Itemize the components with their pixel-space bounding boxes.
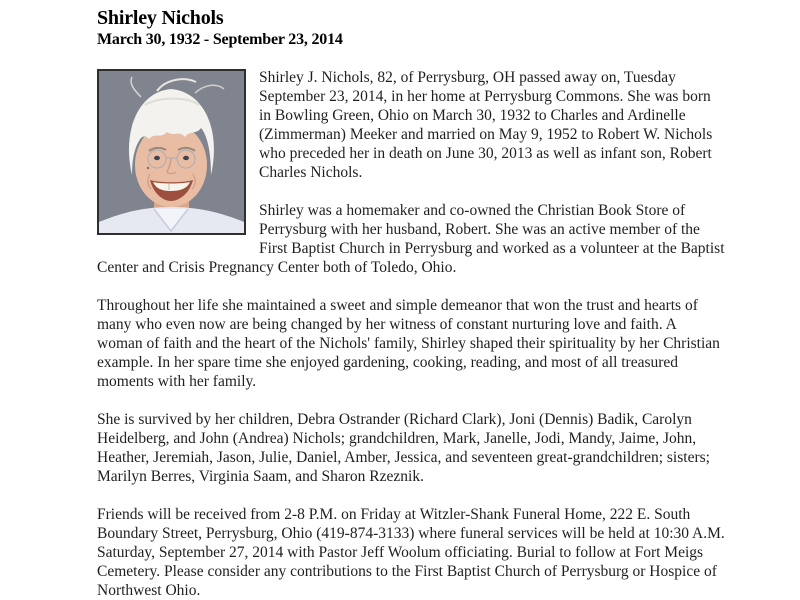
deceased-name: Shirley Nichols [97, 7, 224, 29]
portrait-illustration [99, 71, 244, 233]
life-dates: March 30, 1932 - September 23, 2014 [97, 31, 343, 48]
obituary-paragraph-3: Throughout her life she maintained a sweet and simple demeanor that won the trust and hearts of many who even now are being changed by her witness of constant nurturing love and faith. A woman of faith and the heart of the Nichols' family, Shirley shaped their spirituality by her Christian example. In her spare time she enjoyed gardening, cooking, reading, and most of all treasured moments with her family. [97, 297, 720, 390]
portrait-photo [97, 69, 246, 235]
obituary-paragraph-1: Shirley J. Nichols, 82, of Perrysburg, OH passed away on, Tuesday September 23, 2014, in her home at Perrysburg Commons. She was born in Bowling Green, Ohio on March 30, 1932 to Charles and Ardinelle (Zimmerman) Meeker and married on May 9, 1952 to Robert W. Nichols who preceded her in death on June 30, 2013 as well as infant son, Robert Charles Nichols. [259, 69, 713, 181]
obituary-paragraph-4: She is survived by her children, Debra Ostrander (Richard Clark), Joni (Dennis) Badik, Carolyn Heidelberg, and John (Andrea) Nichols; grandchildren, Mark, Janelle, Jodi, Mandy, Jaime, John, Heather, Jeremiah, Jason, Julie, Daniel, Amber, Jessica, and seventeen great-grandchildren; sisters; Marilyn Berres, Virginia Saam, and Sharon Rzeznik. [97, 411, 710, 485]
obituary-paragraph-5: Friends will be received from 2-8 P.M. on Friday at Witzler-Shank Funeral Home, 222 E. South Boundary Street, Perrysburg, Ohio (419-874-3133) where funeral services will be held at 10:30 A.M. Saturday, September 27, 2014 with Pastor Jeff Woolum officiating. Burial to follow at Fort Meigs Cemetery. Please consider any contributions to the First Baptist Church of Perrysburg or Hospice of Northwest Ohio. [97, 506, 725, 599]
obituary-paragraph-2: Shirley was a homemaker and co-owned the Christian Book Store of Perrysburg with her husband, Robert. She was an active member of the First Baptist Church in Perrysburg and worked as a volunteer at the Baptist Center and Crisis Pregnancy Center both of Toledo, Ohio. [97, 202, 725, 276]
obituary-body [97, 68, 725, 600]
